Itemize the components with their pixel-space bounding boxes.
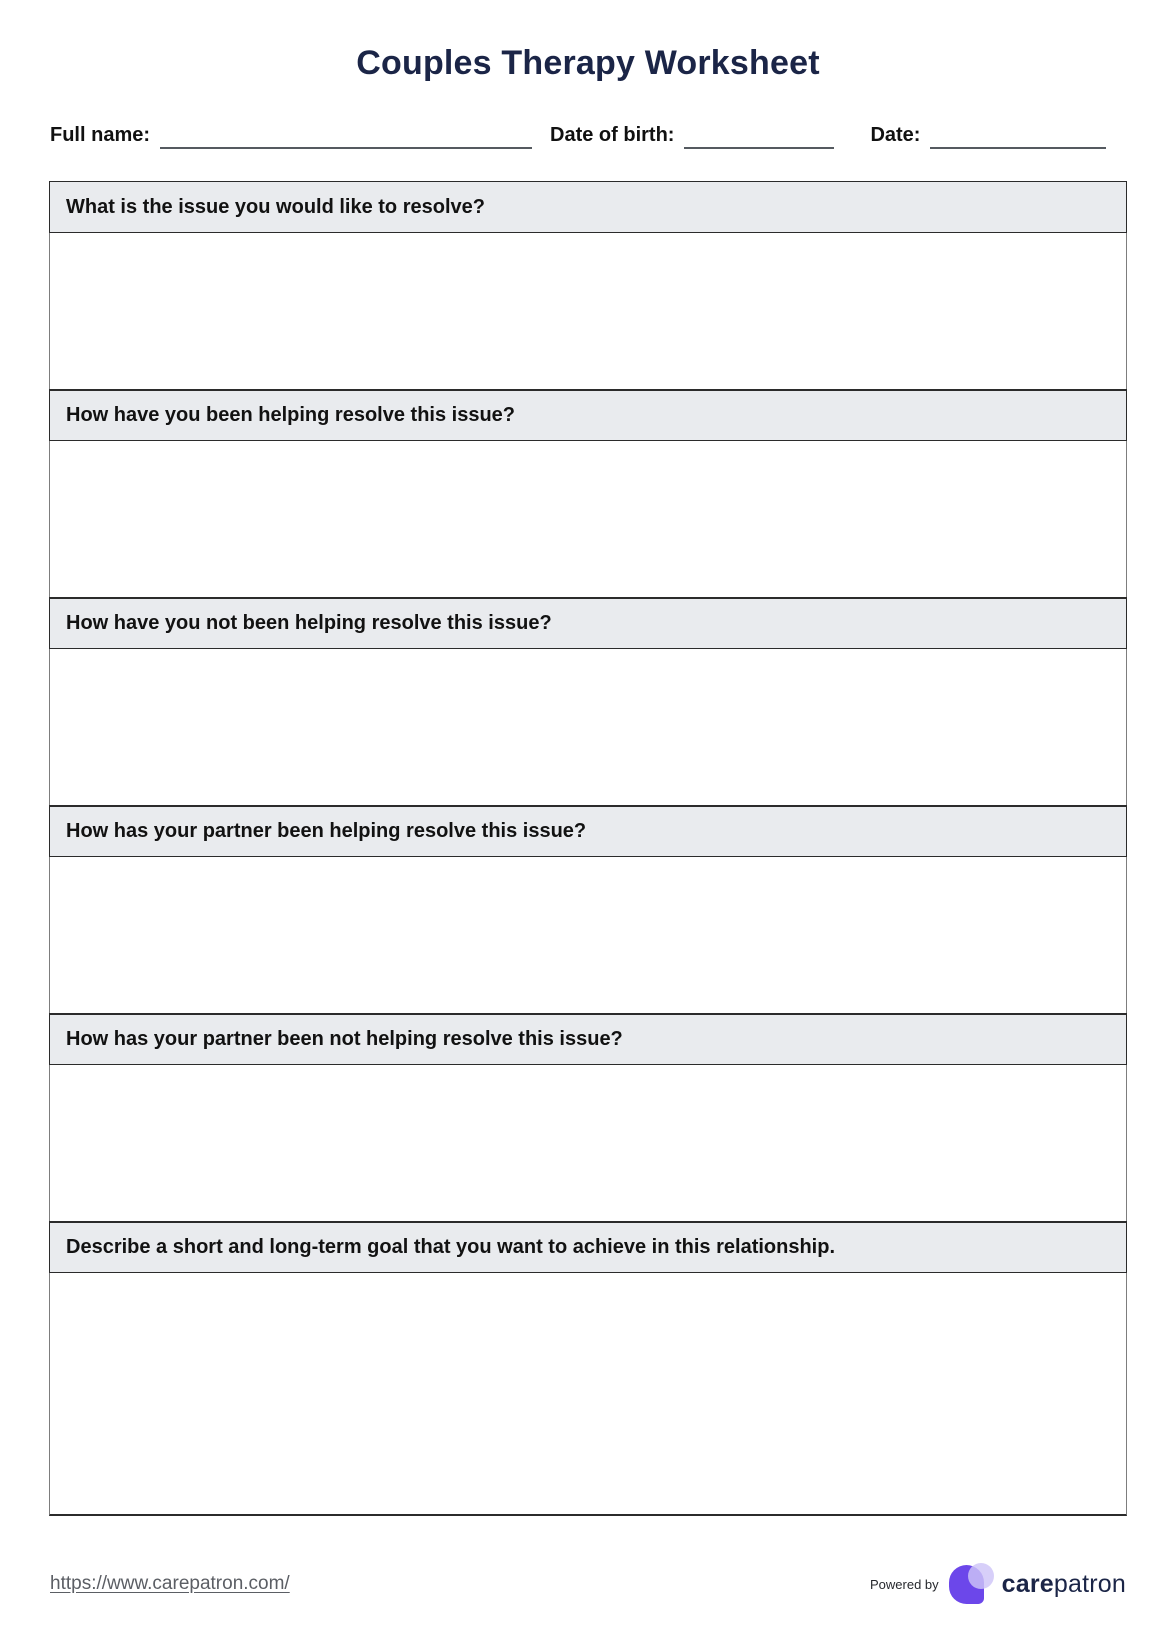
section-goals-question: Describe a short and long-term goal that you want to achieve in this relationship. xyxy=(66,1236,836,1258)
powered-by-label: Powered by xyxy=(870,1576,939,1592)
section-partner-not-helping-header xyxy=(49,1013,1127,1065)
patient-info-row xyxy=(50,123,1126,149)
section-issue-header xyxy=(49,181,1127,233)
wordmark-patron: patron xyxy=(1053,1569,1126,1598)
section-goals xyxy=(49,1221,1127,1516)
carepatron-logo-icon xyxy=(949,1562,997,1606)
section-you-not-helping-answer-area[interactable] xyxy=(49,649,1127,806)
carepatron-wordmark xyxy=(1002,1570,1126,1599)
date-of-birth-field xyxy=(550,123,870,149)
section-partner-helping xyxy=(49,805,1127,1014)
section-issue-answer-area[interactable] xyxy=(49,233,1127,390)
date-input[interactable] xyxy=(930,123,1106,149)
page-footer xyxy=(0,1562,1176,1606)
section-you-helping-question: How have you been helping resolve this issue? xyxy=(66,404,516,426)
date-of-birth-input[interactable] xyxy=(684,123,834,149)
section-partner-not-helping-answer-area[interactable] xyxy=(49,1065,1127,1222)
section-you-not-helping-header xyxy=(49,597,1127,649)
section-issue xyxy=(49,181,1127,390)
section-you-helping-header xyxy=(49,389,1127,441)
full-name-input[interactable] xyxy=(160,123,532,149)
section-goals-header xyxy=(49,1221,1127,1273)
section-issue-question: What is the issue you would like to resolve? xyxy=(66,195,485,218)
page-title: Couples Therapy Worksheet xyxy=(356,44,820,82)
wordmark-care: care xyxy=(1001,1569,1054,1598)
section-partner-helping-question: How has your partner been helping resolve this issue? xyxy=(66,820,587,842)
section-you-not-helping-question: How have you not been helping resolve this issue? xyxy=(66,612,552,634)
date-label: Date: xyxy=(870,124,921,146)
section-partner-not-helping-question: How has your partner been not helping resolve this issue? xyxy=(66,1028,623,1050)
powered-by-group xyxy=(870,1562,1126,1606)
date-of-birth-label: Date of birth: xyxy=(550,124,675,146)
worksheet-question-table xyxy=(49,181,1127,1516)
section-you-helping xyxy=(49,389,1127,598)
section-partner-helping-answer-area[interactable] xyxy=(49,857,1127,1014)
section-you-helping-answer-area[interactable] xyxy=(49,441,1127,598)
logo-circle-shape xyxy=(968,1563,994,1589)
section-partner-helping-header xyxy=(49,805,1127,857)
section-goals-answer-area[interactable] xyxy=(49,1273,1127,1516)
full-name-label: Full name: xyxy=(50,124,151,146)
carepatron-link[interactable]: https://www.carepatron.com/ xyxy=(50,1573,290,1594)
full-name-field xyxy=(50,123,550,149)
date-field xyxy=(870,123,1106,149)
section-partner-not-helping xyxy=(49,1013,1127,1222)
section-you-not-helping xyxy=(49,597,1127,806)
